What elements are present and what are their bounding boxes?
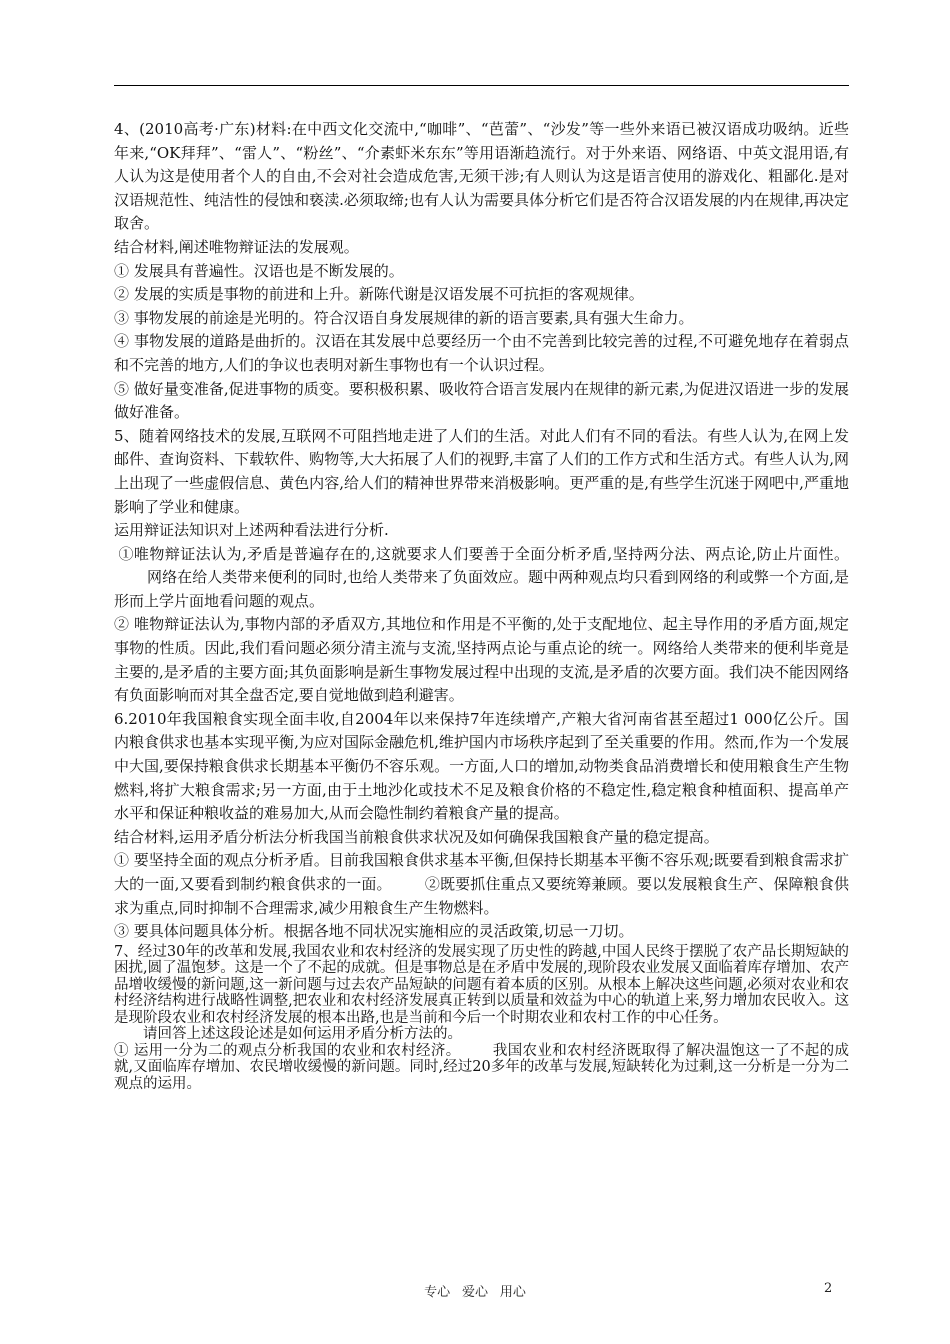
- question-7-prompt: 请回答上述这段论述是如何运用矛盾分析方法的。: [143, 1026, 462, 1043]
- question-5-answer-1-part-1: ①唯物辩证法认为,矛盾是普遍存在的,这就要求人们要善于全面分析矛盾,坚持两分法、两点论,防止片面性。: [118, 544, 849, 563]
- question-7-material: 7、经过30年的改革和发展,我国农业和农村经济的发展实现了历史性的跨越,中国人民终于摆脱了农产品长期短缺的困扰,圆了温饱梦。这是一个了不起的成就。但是事物总是在矛盾中发展的,现阶段农业发展又面临着库存增加、农产品增收缓慢的新问题,这一新问题与过去农产品短缺的问题有着本质的区别。从根本上解决这些问题,必须对农业和农村经济结构进行战略性调整,把农业和农村经济发展真正转到以质量和效益为中心的轨道上来,努力增加农民收入。这是现阶段农业和农村经济发展的根本出路,也是当前和今后一个时期农业和农村工作的中心任务。: [114, 943, 849, 1026]
- header-rule: [114, 85, 849, 86]
- question-4-prompt: 结合材料,阐述唯物辩证法的发展观。: [114, 237, 359, 256]
- question-6-material: 6.2010年我国粮食实现全面丰收,自2004年以来保持7年连续增产,产粮大省河南省甚至超过1 000亿公斤。国内粮食供求也基本实现平衡,为应对国际金融危机,维护国内市场秩序起到了至关重要的作用。然而,作为一个发展中大国,要保持粮食供求长期基本平衡仍不容乐观。一方面,人口的增加,动物类食品消费增长和使用粮食生产生物燃料,将扩大粮食需求;另一方面,由于土地沙化或技术不足及粮食价格的不稳定性,稳定粮食种植面积、提高单产水平和保证种粮收益的难易加大,从而会隐性制约着粮食产量的提高。: [114, 709, 849, 823]
- question-6-answer-3: ③ 要具体问题具体分析。根据各地不同状况实施相应的灵活政策,切忌一刀切。: [114, 922, 634, 941]
- question-4-answer-2: ② 发展的实质是事物的前进和上升。新陈代谢是汉语发展不可抗拒的客观规律。: [114, 285, 644, 304]
- question-5-prompt: 运用辩证法知识对上述两种看法进行分析.: [114, 521, 389, 540]
- question-6-answer-2: ②既要抓住重点又要统筹兼顾。要以发展粮食生产、保障粮食供求为重点,同时抑制不合理需求,减少用粮食生产生物燃料。: [114, 875, 849, 917]
- question-4-answer-5: ⑤ 做好量变准备,促进事物的质变。要积极积累、吸收符合语言发展内在规律的新元素,为促进汉语进一步的发展做好准备。: [114, 379, 849, 422]
- question-5-material: 5、随着网络技术的发展,互联网不可阻挡地走进了人们的生活。对此人们有不同的看法。有些人认为,在网上发邮件、查询资料、下载软件、购物等,大大拓展了人们的视野,丰富了人们的工作方式和生活方式。有些人认为,网上出现了一些虚假信息、黄色内容,给人们的精神世界带来消极影响。更严重的是,有些学生沉迷于网吧中,严重地影响了学业和健康。: [114, 426, 849, 516]
- footer-motto: 专心 爱心 用心: [424, 1285, 526, 1300]
- question-4-answer-3: ③ 事物发展的前途是光明的。符合汉语自身发展规律的新的语言要素,具有强大生命力。: [114, 308, 694, 327]
- question-4-answer-1: ① 发展具有普遍性。汉语也是不断发展的。: [114, 261, 404, 280]
- page-number: 2: [824, 1281, 833, 1296]
- question-6-prompt: 结合材料,运用矛盾分析法分析我国当前粮食供求状况及如何确保我国粮食产量的稳定提高。: [114, 827, 719, 846]
- question-5-answer-1-part-2: 网络在给人类带来便利的同时,也给人类带来了负面效应。题中两种观点均只看到网络的利或弊一个方面,是形而上学片面地看问题的观点。: [114, 568, 849, 610]
- question-6-answer-1-part-1: ① 要坚持全面的观点分析矛盾。目前我国粮食供求基本平衡,但保持长期基本平衡不容乐观;既要看到粮食需求扩大的一面,又要看到制约粮食供求的一面。: [114, 851, 849, 893]
- question-4-material: 4、(2010高考·广东)材料:在中西文化交流中,“咖啡”、“芭蕾”、“沙发”等一些外来语已被汉语成功吸纳。近些年来,“OK拜拜”、“雷人”、“粉丝”、“介素虾米东东”等用语渐趋流行。对于外来语、网络语、中英文混用语,有人认为这是使用者个人的自由,不会对社会造成危害,无须干涉;有人则认为这是语言使用的游戏化、粗鄙化.是对汉语规范性、纯洁性的侵蚀和亵渎.必须取缔;也有人认为需要具体分析它们是否符合汉语发展的内在规律,再决定取舍。: [114, 120, 849, 233]
- question-7-answer-1-part-2: 我国农业和农村经济既取得了解决温饱这一了不起的成就,又面临库存增加、农民增收缓慢的新问题。同时,经过20多年的改革与发展,短缺转化为过剩,这一分析是一分为二观点的运用。: [114, 1042, 849, 1092]
- question-4-answer-4: ④ 事物发展的道路是曲折的。汉语在其发展中总要经历一个由不完善到比较完善的过程,不可避免地存在着弱点和不完善的地方,人们的争议也表明对新生事物也有一个认识过程。: [114, 332, 849, 374]
- document-body: [114, 118, 849, 1092]
- page-footer: [0, 1281, 950, 1301]
- question-7-answer-1-part-1: ① 运用一分为二的观点分析我国的农业和农村经济。: [114, 1042, 461, 1059]
- question-5-answer-1: [114, 543, 849, 614]
- question-5-answer-2: ② 唯物辩证法认为,事物内部的矛盾双方,其地位和作用是不平衡的,处于支配地位、起主导作用的矛盾方面,规定事物的性质。因此,我们看问题必须分清主流与支流,坚持两点论与重点论的统一。网络给人类带来的便利毕竟是主要的,是矛盾的主要方面;其负面影响是新生事物发展过程中出现的支流,是矛盾的次要方面。我们决不能因网络有负面影响而对其全盘否定,要自觉地做到趋利避害。: [114, 615, 849, 705]
- question-7-answer-1: [114, 1043, 849, 1093]
- question-6-answer-1: [114, 849, 849, 920]
